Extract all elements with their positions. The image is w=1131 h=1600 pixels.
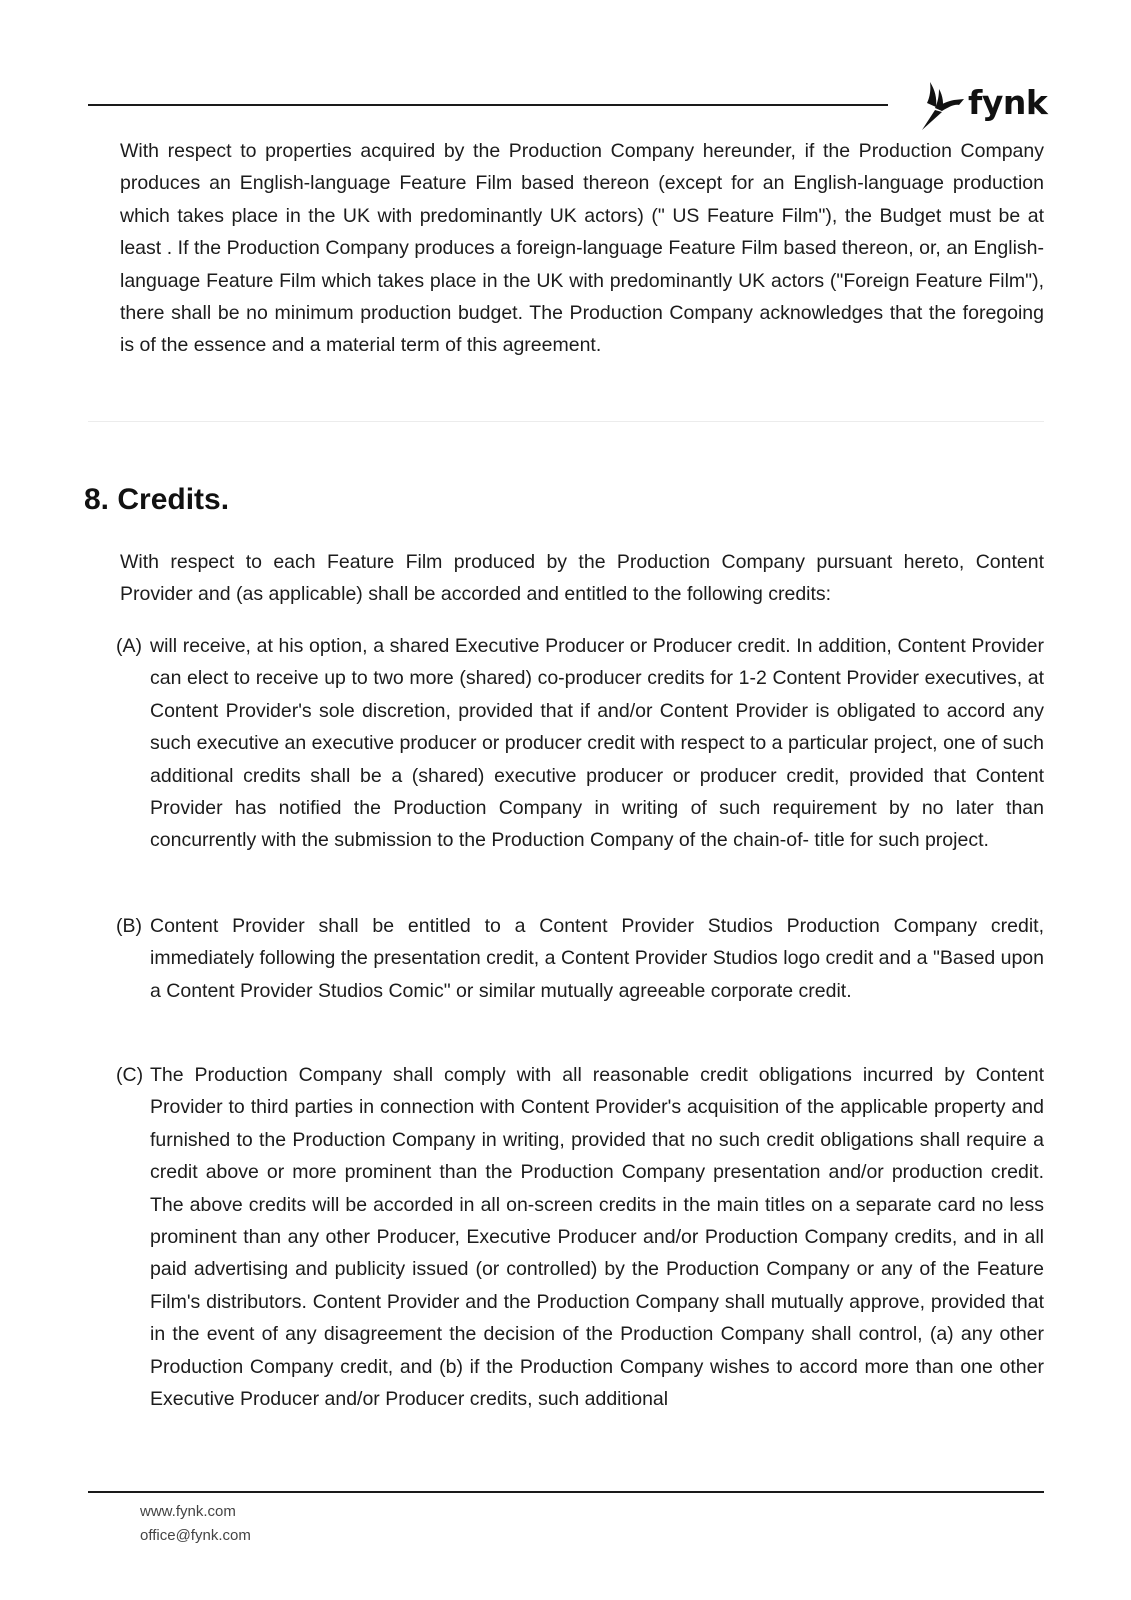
list-marker: (A)	[116, 635, 142, 657]
footer-website: www.fynk.com	[140, 1503, 236, 1520]
list-item-text: The Production Company shall comply with all reasonable credit obligations incurred by Content Provider to third parties in connection with Content Provider's acquisition of the applicable property and furnished to the Production Company in writing, provided that no such credit obligations shall require a credit above or more prominent than the Production Company presentation and/or production credit. The above credits will be accorded in all on-screen credits in the main titles on a separate card no less prominent than any other Producer, Executive Producer and/or Production Company credits, and in all paid advertising and publicity issued (or controlled) by the Production Company or any of the Feature Film's distributors. Content Provider and the Production Company shall mutually approve, provided that in the event of any disagreement the decision of the Production Company shall control, (a) any other Production Company credit, and (b) if the Production Company wishes to accord more than one other Executive Producer and/or Producer credits, such additional	[150, 1064, 1044, 1411]
header-divider	[88, 104, 888, 106]
section-heading: 8. Credits.	[84, 483, 230, 516]
section-divider	[88, 421, 1044, 422]
list-item-text: Content Provider shall be entitled to a Content Provider Studios Production Company credit, immediately following the presentation credit, a Content Provider Studios logo credit and a "Based upon a Content Provider Studios Comic" or similar mutually agreeable corporate credit.	[150, 915, 1044, 1002]
brand-name: fynk	[968, 82, 1048, 122]
list-marker: (C)	[116, 1064, 144, 1086]
intro-paragraph: With respect to properties acquired by the Production Company hereunder, if the Production Company produces an English-language Feature Film based thereon (except for an English-language production which takes place in the UK with predominantly UK actors) (" US Feature Film"), the Budget must be at least . If the Production Company produces a foreign-language Feature Film based thereon, or, an English-language Feature Film which takes place in the UK with predominantly UK actors ("Foreign Feature Film"), there shall be no minimum production budget. The Production Company acknowledges that the foregoing is of the essence and a material term of this agreement.	[120, 140, 1044, 357]
list-item	[116, 1059, 1044, 1415]
footer-email: office@fynk.com	[140, 1527, 251, 1544]
list-item	[116, 630, 1044, 857]
fynk-logo	[918, 78, 1048, 134]
list-item-text: will receive, at his option, a shared Executive Producer or Producer credit. In addition, Content Provider can elect to receive up to two more (shared) co-producer credits for 1-2 Content Provider executives, at Content Provider's sole discretion, provided that if and/or Content Provider is obligated to accord any such executive an executive producer or producer credit with respect to a particular project, one of such additional credits shall be a (shared) executive producer or producer credit, provided that Content Provider has notified the Production Company in writing of such requirement by no later than concurrently with the submission to the Production Company of the chain-of- title for such project.	[150, 635, 1044, 852]
list-marker: (B)	[116, 915, 142, 937]
list-item	[116, 910, 1044, 1007]
fynk-bird-icon	[918, 80, 966, 132]
section-lead-paragraph: With respect to each Feature Film produced by the Production Company pursuant hereto, Content Provider and (as applicable) shall be accorded and entitled to the following credits:	[120, 551, 1044, 606]
footer-divider	[88, 1491, 1044, 1493]
